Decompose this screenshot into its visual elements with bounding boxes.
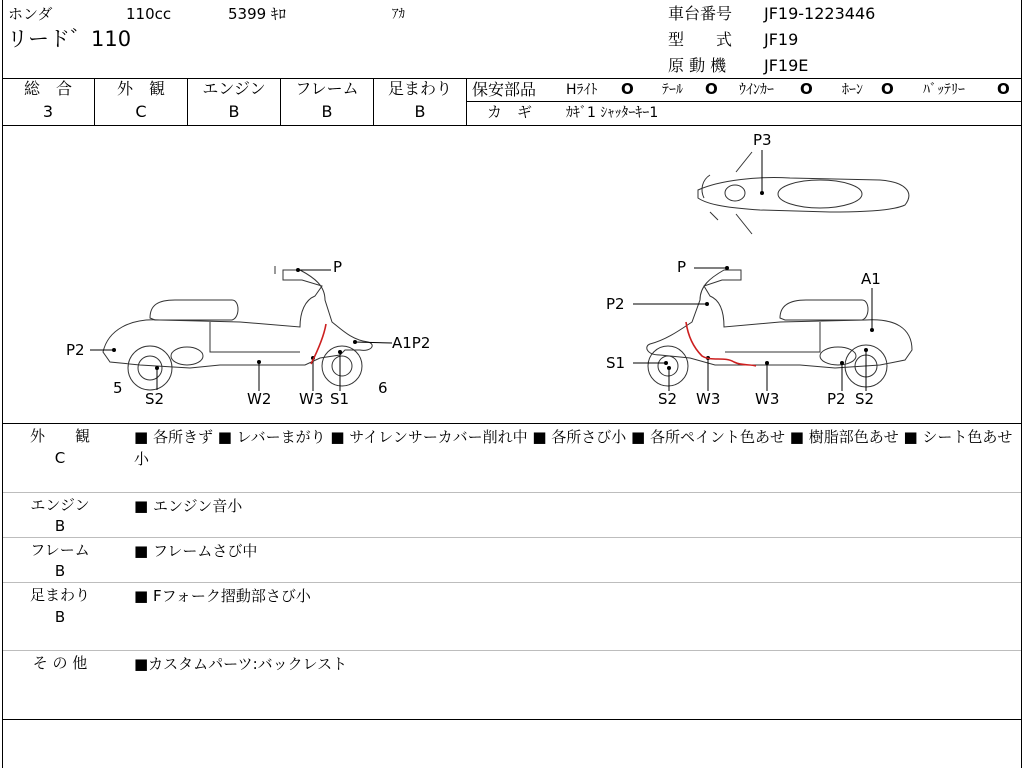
mileage: 5399 ｷﾛ — [228, 5, 286, 23]
remark-frame-label: フレーム — [30, 541, 90, 559]
scooter-left-view — [103, 266, 372, 390]
label-left-w2: W2 — [247, 390, 272, 408]
grade-suspension-value: B — [414, 102, 426, 121]
label-right-w3a: W3 — [696, 390, 721, 408]
safety-label: 保安部品 — [472, 80, 537, 99]
grade-engine-value: B — [228, 102, 240, 121]
remark-frame-text: ■ フレームさび中 — [134, 542, 258, 560]
remark-divider — [3, 492, 1021, 493]
remark-suspension-grade: B — [54, 608, 66, 626]
safety-mark-battery: O — [997, 80, 1010, 98]
grade-frame-label: フレーム — [295, 79, 359, 98]
grade-overall-value: 3 — [42, 102, 54, 121]
type-value: JF19 — [764, 30, 799, 49]
label-right-s2b: S2 — [855, 390, 875, 408]
safety-item-tail: ﾃｰﾙ — [662, 82, 683, 98]
remark-engine-label: エンジン — [30, 496, 90, 514]
safety-item-winker: ｳｲﾝｶｰ — [739, 82, 774, 98]
label-right-s1: S1 — [606, 354, 626, 372]
label-left-s1: S1 — [330, 390, 350, 408]
remark-divider — [3, 537, 1021, 538]
keys-label: カ ギ — [487, 103, 533, 121]
divider-keys — [466, 101, 1022, 102]
label-right-w3b: W3 — [755, 390, 780, 408]
label-left-a1p2: A1P2 — [392, 334, 431, 352]
grade-exterior-value: C — [135, 102, 147, 121]
remark-frame-grade: B — [54, 562, 66, 580]
grade-exterior-label: 外 観 — [116, 79, 165, 98]
label-left-5: 5 — [113, 379, 123, 397]
remark-exterior-text: ■ 各所きず ■ レバーまがり ■ サイレンサーカバー削れ中 ■ 各所さび小 ■ 各所ペイント色あせ ■ 樹脂部色あせ ■ シート色あせ小 — [134, 428, 1013, 468]
remark-other-label: そ の 他 — [32, 654, 88, 672]
safety-mark-horn: O — [881, 80, 894, 98]
grade-suspension-label: 足まわり — [387, 79, 452, 98]
safety-mark-winker: O — [800, 80, 813, 98]
frame-no-label: 車台番号 — [668, 4, 733, 23]
safety-item-headlight: Hﾗｲﾄ — [566, 82, 598, 98]
label-right-a1: A1 — [861, 270, 881, 288]
displacement: 110cc — [126, 5, 172, 23]
label-left-s2: S2 — [145, 390, 165, 408]
remark-engine-grade: B — [54, 517, 66, 535]
engine-model-label: 原 動 機 — [668, 56, 727, 75]
body-color: ｱｶ — [392, 7, 405, 22]
remark-divider — [3, 582, 1021, 583]
grade-frame-value: B — [321, 102, 333, 121]
label-right-p3: P3 — [753, 131, 772, 149]
remark-divider — [3, 650, 1021, 651]
safety-item-battery: ﾊﾞｯﾃﾘｰ — [923, 82, 965, 98]
remark-other-text: ■カスタムパーツ:バックレスト — [134, 655, 348, 673]
label-right-p: P — [677, 258, 687, 276]
label-left-p: P — [333, 258, 343, 276]
label-right-s2: S2 — [658, 390, 678, 408]
remark-suspension-text: ■ Fフォーク摺動部さび小 — [134, 587, 311, 605]
remark-suspension-label: 足まわり — [29, 586, 90, 604]
safety-mark-headlight: O — [621, 80, 634, 98]
grade-engine-label: エンジン — [202, 79, 266, 98]
maker: ホンダ — [8, 5, 53, 23]
frame-no: JF19-1223446 — [764, 4, 876, 23]
remark-exterior-grade: C — [54, 449, 66, 467]
grade-overall-label: 総 合 — [23, 79, 72, 98]
type-label: 型 式 — [668, 30, 733, 49]
remark-exterior-label: 外 観 — [29, 427, 90, 445]
engine-model-value: JF19E — [764, 56, 809, 75]
label-left-6: 6 — [378, 379, 388, 397]
divider-bottom — [2, 719, 1022, 720]
label-left-p2: P2 — [66, 341, 85, 359]
col-5 — [466, 78, 467, 125]
safety-mark-tail: O — [705, 80, 718, 98]
divider-diagram — [2, 423, 1022, 424]
safety-item-horn: ﾎｰﾝ — [842, 82, 863, 98]
label-right-p2: P2 — [606, 295, 625, 313]
scooter-top-view — [698, 152, 909, 234]
model-name: リード゛110 — [7, 27, 132, 51]
label-right-p2b: P2 — [827, 390, 846, 408]
keys-value: ｶｷﾞ1 ｼｬｯﾀｰｷｰ1 — [566, 105, 659, 121]
label-left-w3: W3 — [299, 390, 324, 408]
remark-engine-text: ■ エンジン音小 — [134, 497, 243, 515]
